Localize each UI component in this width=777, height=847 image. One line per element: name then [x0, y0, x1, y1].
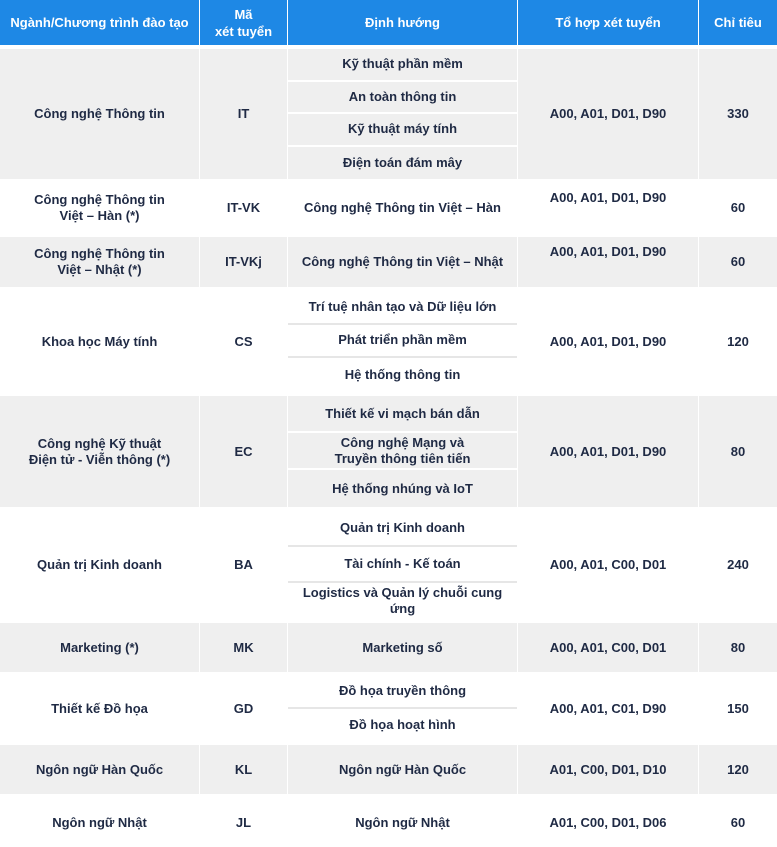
header-code: Mã xét tuyển: [200, 0, 288, 45]
table-row: [0, 619, 777, 672]
orientation-item: Marketing số: [288, 623, 517, 672]
orientation-cell: [288, 233, 518, 287]
combos-cell: A00, A01, C00, D01: [518, 619, 699, 672]
quota-cell: 120: [699, 741, 777, 794]
orientation-cell: [288, 794, 518, 847]
orientation-item: Tài chính - Kế toán: [288, 547, 517, 583]
orientation-cell: [288, 45, 518, 179]
orientation-item: Kỹ thuật phần mềm: [288, 49, 517, 82]
major-cell: Công nghệ Thông tin Việt – Hàn (*): [0, 179, 200, 233]
table-row: [0, 233, 777, 287]
combos-cell: A01, C00, D01, D06: [518, 794, 699, 847]
code-cell: IT-VKj: [200, 233, 288, 287]
major-cell: Ngôn ngữ Nhật: [0, 794, 200, 847]
orientation-item: Đồ họa truyền thông: [288, 676, 517, 709]
quota-cell: 240: [699, 507, 777, 619]
major-cell: Quản trị Kinh doanh: [0, 507, 200, 619]
orientation-cell: [288, 672, 518, 741]
orientation-item: Đồ họa hoạt hình: [288, 709, 517, 742]
major-cell: Khoa học Máy tính: [0, 287, 200, 392]
orientation-cell: [288, 392, 518, 507]
combos-cell: A00, A01, D01, D90: [518, 179, 699, 233]
quota-cell: 330: [699, 45, 777, 179]
header-major: Ngành/Chương trình đào tạo: [0, 0, 200, 45]
table-header: [0, 0, 777, 45]
major-cell: Ngôn ngữ Hàn Quốc: [0, 741, 200, 794]
code-cell: EC: [200, 392, 288, 507]
code-cell: BA: [200, 507, 288, 619]
quota-cell: 80: [699, 619, 777, 672]
orientation-cell: [288, 741, 518, 794]
table-row: [0, 672, 777, 741]
table-body: [0, 45, 777, 847]
orientation-cell: [288, 619, 518, 672]
quota-cell: 60: [699, 179, 777, 233]
major-cell: Công nghệ Kỹ thuật Điện tử - Viễn thông (*): [0, 392, 200, 507]
table-row: [0, 179, 777, 233]
orientation-item: Logistics và Quản lý chuỗi cung ứng: [288, 583, 517, 619]
combos-cell: A00, A01, D01, D90: [518, 392, 699, 507]
quota-cell: 120: [699, 287, 777, 392]
orientation-item: Phát triển phần mềm: [288, 325, 517, 359]
orientation-item: Hệ thống nhúng và IoT: [288, 470, 517, 507]
orientation-item: Công nghệ Thông tin Việt – Hàn: [288, 183, 517, 233]
header-quota: Chỉ tiêu: [699, 0, 777, 45]
orientation-item: Ngôn ngữ Nhật: [288, 798, 517, 847]
major-cell: Công nghệ Thông tin Việt – Nhật (*): [0, 233, 200, 287]
table-row: [0, 287, 777, 392]
orientation-item: Kỹ thuật máy tính: [288, 114, 517, 147]
code-cell: KL: [200, 741, 288, 794]
orientation-cell: [288, 179, 518, 233]
orientation-item: Hệ thống thông tin: [288, 358, 517, 392]
orientation-item: Công nghệ Mạng và Truyền thông tiên tiến: [288, 433, 517, 470]
table-row: [0, 392, 777, 507]
orientation-item: Thiết kế vi mạch bán dẫn: [288, 396, 517, 433]
combos-cell: A00, A01, D01, D90: [518, 233, 699, 287]
combos-cell: A00, A01, D01, D90: [518, 287, 699, 392]
orientation-item: Quản trị Kinh doanh: [288, 511, 517, 547]
table-row: [0, 794, 777, 847]
combos-cell: A00, A01, D01, D90: [518, 45, 699, 179]
quota-cell: 60: [699, 233, 777, 287]
code-cell: GD: [200, 672, 288, 741]
header-orientation: Định hướng: [288, 0, 518, 45]
code-cell: IT-VK: [200, 179, 288, 233]
orientation-cell: [288, 287, 518, 392]
orientation-item: Công nghệ Thông tin Việt – Nhật: [288, 237, 517, 287]
orientation-item: Ngôn ngữ Hàn Quốc: [288, 745, 517, 794]
major-cell: Thiết kế Đồ họa: [0, 672, 200, 741]
major-cell: Marketing (*): [0, 619, 200, 672]
combos-cell: A01, C00, D01, D10: [518, 741, 699, 794]
quota-cell: 150: [699, 672, 777, 741]
combos-cell: A00, A01, C00, D01: [518, 507, 699, 619]
code-cell: JL: [200, 794, 288, 847]
code-cell: MK: [200, 619, 288, 672]
combos-cell: A00, A01, C01, D90: [518, 672, 699, 741]
table-row: [0, 507, 777, 619]
orientation-item: Trí tuệ nhân tạo và Dữ liệu lớn: [288, 291, 517, 325]
orientation-item: An toàn thông tin: [288, 82, 517, 115]
major-cell: Công nghệ Thông tin: [0, 45, 200, 179]
table-row: [0, 45, 777, 179]
code-cell: CS: [200, 287, 288, 392]
header-combos: Tổ hợp xét tuyển: [518, 0, 699, 45]
code-cell: IT: [200, 45, 288, 179]
table-row: [0, 741, 777, 794]
orientation-item: Điện toán đám mây: [288, 147, 517, 180]
quota-cell: 60: [699, 794, 777, 847]
quota-cell: 80: [699, 392, 777, 507]
orientation-cell: [288, 507, 518, 619]
